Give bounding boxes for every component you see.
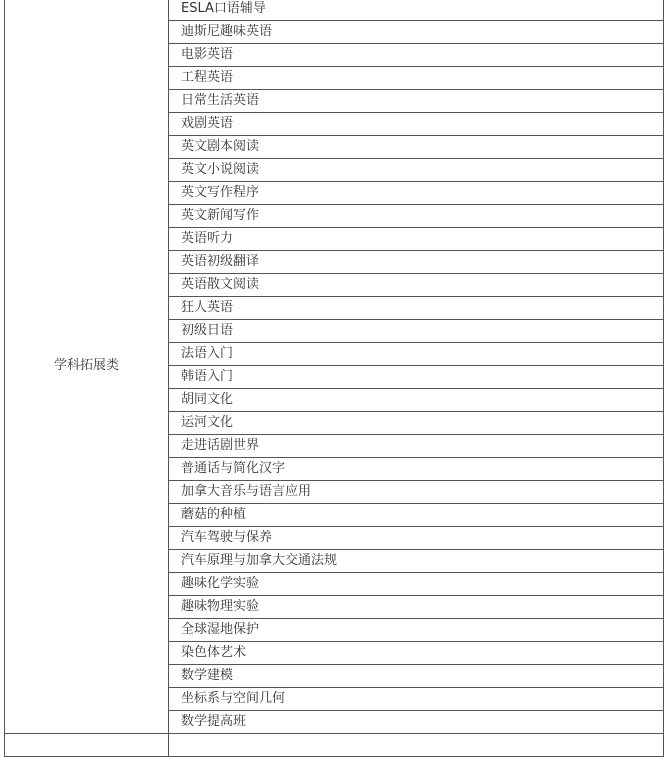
course-cell: 全球湿地保护: [169, 619, 664, 642]
next-course-cell: [169, 734, 664, 757]
course-table-body: [5, 0, 664, 757]
course-cell: 运河文化: [169, 412, 664, 435]
next-category-cell: [5, 734, 169, 757]
course-cell: 初级日语: [169, 320, 664, 343]
course-cell: 日常生活英语: [169, 90, 664, 113]
course-cell: 英语听力: [169, 228, 664, 251]
category-cell: 学科拓展类: [5, 0, 169, 734]
course-cell: 汽车驾驶与保养: [169, 527, 664, 550]
course-cell: 英文新闻写作: [169, 205, 664, 228]
course-cell: 坐标系与空间几何: [169, 688, 664, 711]
course-cell: 数学提高班: [169, 711, 664, 734]
course-cell: 工程英语: [169, 67, 664, 90]
course-cell: 染色体艺术: [169, 642, 664, 665]
course-cell: 英文小说阅读: [169, 159, 664, 182]
course-table: [4, 0, 664, 757]
course-cell: 英语散文阅读: [169, 274, 664, 297]
course-cell: 汽车原理与加拿大交通法规: [169, 550, 664, 573]
course-cell: 趣味化学实验: [169, 573, 664, 596]
course-cell: 蘑菇的种植: [169, 504, 664, 527]
course-cell: 英语初级翻译: [169, 251, 664, 274]
course-cell: 加拿大音乐与语言应用: [169, 481, 664, 504]
course-cell: 数学建模: [169, 665, 664, 688]
table-row: [5, 0, 664, 21]
table-row: [5, 734, 664, 757]
course-cell: 普通话与简化汉字: [169, 458, 664, 481]
course-cell: 电影英语: [169, 44, 664, 67]
course-cell: 趣味物理实验: [169, 596, 664, 619]
course-cell: 戏剧英语: [169, 113, 664, 136]
course-cell: 走进话剧世界: [169, 435, 664, 458]
course-cell: ESLA口语辅导: [169, 0, 664, 21]
course-cell: 英文剧本阅读: [169, 136, 664, 159]
course-cell: 英文写作程序: [169, 182, 664, 205]
course-cell: 法语入门: [169, 343, 664, 366]
course-cell: 狂人英语: [169, 297, 664, 320]
course-cell: 迪斯尼趣味英语: [169, 21, 664, 44]
course-cell: 胡同文化: [169, 389, 664, 412]
course-cell: 韩语入门: [169, 366, 664, 389]
